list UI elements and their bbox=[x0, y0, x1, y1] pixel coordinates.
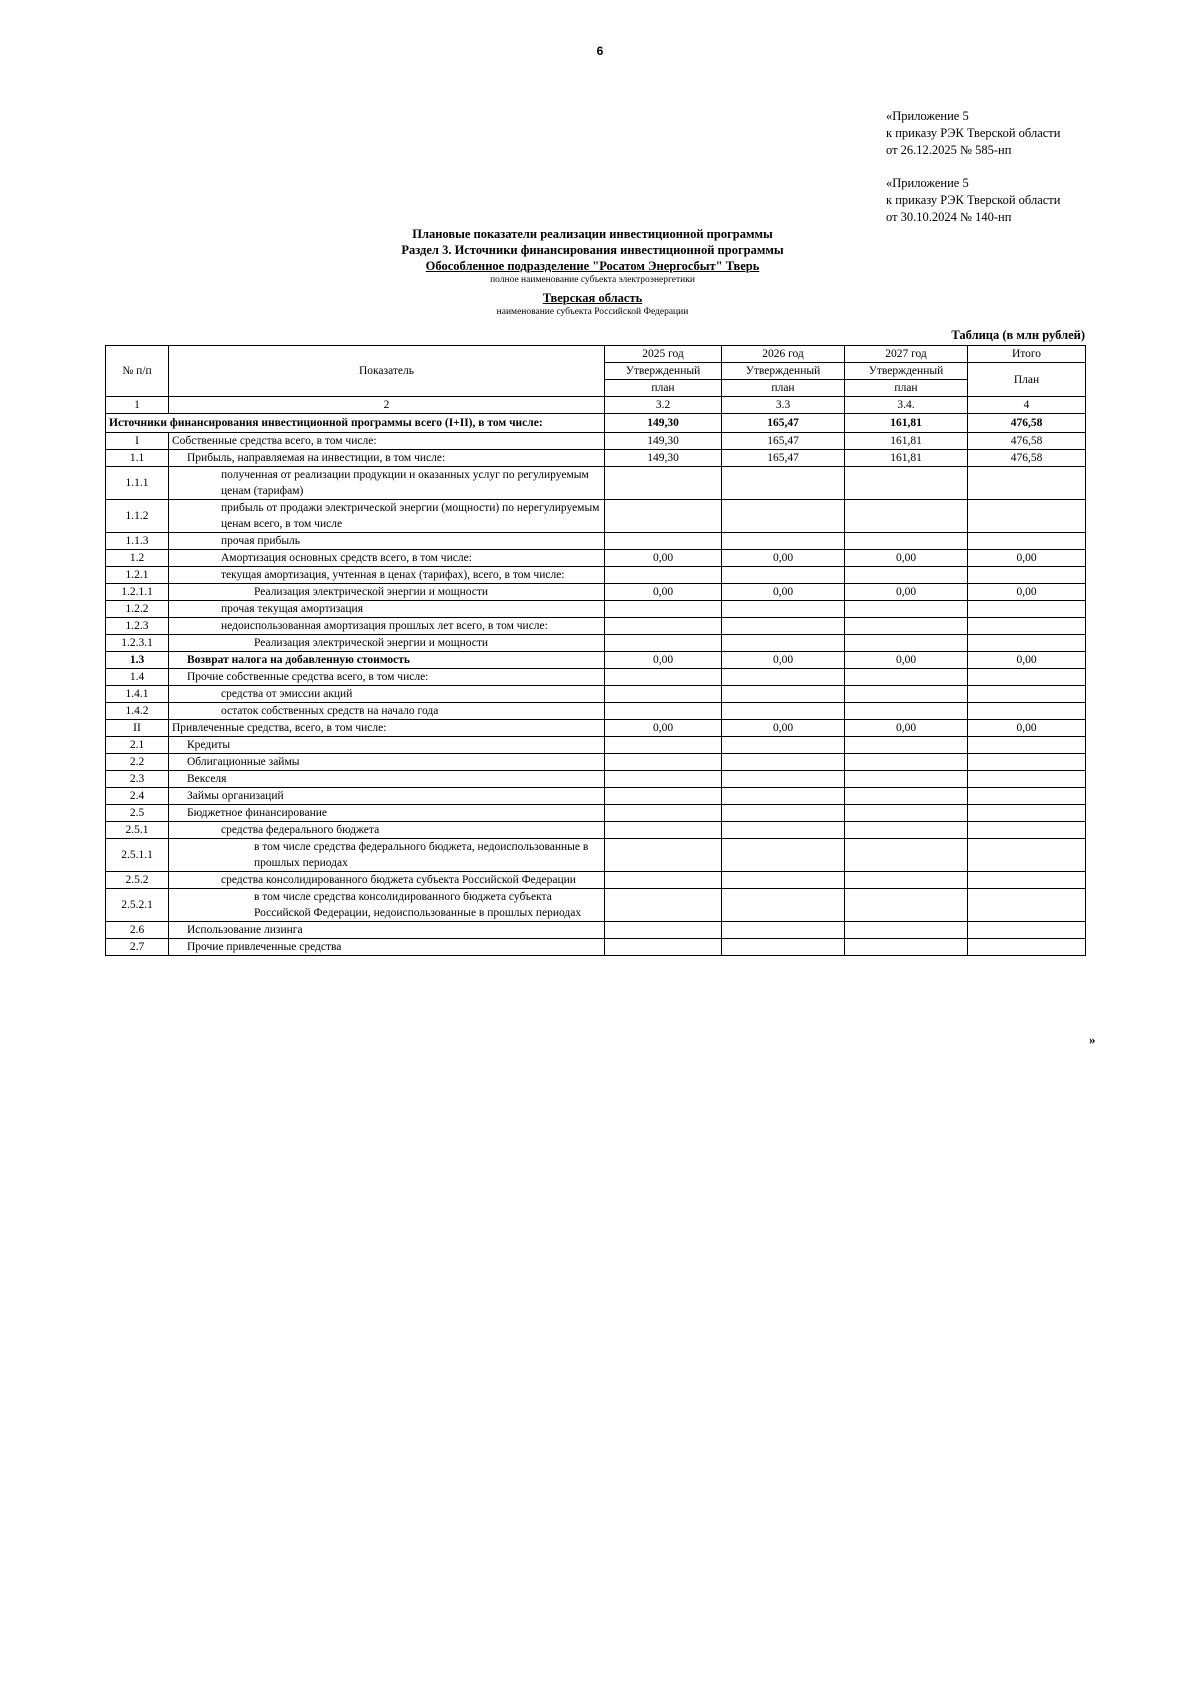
col-number-3: 3.2 bbox=[605, 397, 722, 414]
header-indicator: Показатель bbox=[169, 346, 605, 397]
row-value-2026 bbox=[722, 703, 845, 720]
row-number: 2.5.2.1 bbox=[106, 889, 169, 922]
header-plan-1: план bbox=[605, 380, 722, 397]
row-value-total bbox=[968, 737, 1086, 754]
closing-quote: » bbox=[1089, 1032, 1096, 1047]
row-label: Собственные средства всего, в том числе: bbox=[169, 433, 605, 450]
row-value-2025 bbox=[605, 788, 722, 805]
row-number: 2.4 bbox=[106, 788, 169, 805]
row-value-total bbox=[968, 872, 1086, 889]
row-value-2027: 0,00 bbox=[845, 584, 968, 601]
row-value-2025 bbox=[605, 889, 722, 922]
heading-region: Тверская область bbox=[542, 291, 643, 305]
row-value-2027 bbox=[845, 771, 968, 788]
row-value-total bbox=[968, 635, 1086, 652]
row-value-2026 bbox=[722, 467, 845, 500]
row-value-2027 bbox=[845, 467, 968, 500]
row-value-total: 476,58 bbox=[968, 450, 1086, 467]
table-row bbox=[106, 754, 1086, 771]
header-approved-2: Утвержденный bbox=[722, 363, 845, 380]
total-row-label: Источники финансирования инвестиционной программы всего (I+II), в том числе: bbox=[106, 414, 605, 433]
row-label: Привлеченные средства, всего, в том числе: bbox=[169, 720, 605, 737]
row-value-2025 bbox=[605, 839, 722, 872]
table-row bbox=[106, 533, 1086, 550]
row-value-total bbox=[968, 703, 1086, 720]
row-label: в том числе средства консолидированного бюджета субъекта Российской Федерации, недоиспользованные в прошлых периодах bbox=[169, 889, 605, 922]
row-value-2025 bbox=[605, 771, 722, 788]
annex-date: от 26.12.2025 № 585-нп bbox=[886, 143, 1012, 157]
financing-table bbox=[105, 345, 1086, 956]
table-row bbox=[106, 805, 1086, 822]
row-value-2025 bbox=[605, 686, 722, 703]
table-row bbox=[106, 669, 1086, 686]
annex-reference-old bbox=[886, 175, 1060, 226]
table-row bbox=[106, 618, 1086, 635]
row-label: Прочие привлеченные средства bbox=[169, 939, 605, 956]
row-value-2027: 0,00 bbox=[845, 652, 968, 669]
row-label: полученная от реализации продукции и оказанных услуг по регулируемым ценам (тарифам) bbox=[169, 467, 605, 500]
table-row bbox=[106, 788, 1086, 805]
header-plan: План bbox=[968, 363, 1086, 397]
row-value-total: 476,58 bbox=[968, 433, 1086, 450]
row-value-2027 bbox=[845, 601, 968, 618]
row-label: Возврат налога на добавленную стоимость bbox=[169, 652, 605, 669]
document-heading bbox=[380, 226, 805, 318]
row-value-2026 bbox=[722, 771, 845, 788]
row-value-2025 bbox=[605, 737, 722, 754]
row-label: Прочие собственные средства всего, в том числе: bbox=[169, 669, 605, 686]
row-number: 2.5.1 bbox=[106, 822, 169, 839]
row-value-2027: 0,00 bbox=[845, 720, 968, 737]
row-label: остаток собственных средств на начало года bbox=[169, 703, 605, 720]
row-value-2026 bbox=[722, 686, 845, 703]
row-value-total bbox=[968, 669, 1086, 686]
row-value-2026: 165,47 bbox=[722, 433, 845, 450]
row-value-total bbox=[968, 686, 1086, 703]
row-number: 2.2 bbox=[106, 754, 169, 771]
row-value-2026 bbox=[722, 737, 845, 754]
row-number: 2.5.2 bbox=[106, 872, 169, 889]
row-value-2026: 0,00 bbox=[722, 550, 845, 567]
row-value-total bbox=[968, 922, 1086, 939]
heading-entity: Обособленное подразделение "Росатом Энергосбыт" Тверь bbox=[425, 259, 760, 273]
total-row-value-2027: 161,81 bbox=[845, 414, 968, 433]
row-number: 2.6 bbox=[106, 922, 169, 939]
annex-title: «Приложение 5 bbox=[886, 109, 969, 123]
heading-section: Раздел 3. Источники финансирования инвестиционной программы bbox=[401, 243, 784, 257]
total-row-value-2026: 165,47 bbox=[722, 414, 845, 433]
total-row-value-total: 476,58 bbox=[968, 414, 1086, 433]
row-value-total bbox=[968, 889, 1086, 922]
table-row bbox=[106, 720, 1086, 737]
row-number: 1.4.1 bbox=[106, 686, 169, 703]
row-value-2025 bbox=[605, 601, 722, 618]
row-value-2026 bbox=[722, 635, 845, 652]
row-value-2027 bbox=[845, 567, 968, 584]
row-label: Займы организаций bbox=[169, 788, 605, 805]
row-value-2025 bbox=[605, 500, 722, 533]
row-label: Использование лизинга bbox=[169, 922, 605, 939]
header-plan-2: план bbox=[722, 380, 845, 397]
row-value-2025 bbox=[605, 754, 722, 771]
row-value-2025 bbox=[605, 618, 722, 635]
row-number: 1.2.1.1 bbox=[106, 584, 169, 601]
row-value-2027: 161,81 bbox=[845, 450, 968, 467]
table-row bbox=[106, 822, 1086, 839]
row-number: 2.3 bbox=[106, 771, 169, 788]
row-value-2025 bbox=[605, 922, 722, 939]
table-row bbox=[106, 771, 1086, 788]
row-value-total bbox=[968, 754, 1086, 771]
row-value-2027 bbox=[845, 889, 968, 922]
row-number: 1.2 bbox=[106, 550, 169, 567]
table-row bbox=[106, 601, 1086, 618]
row-number: 1.4.2 bbox=[106, 703, 169, 720]
heading-title: Плановые показатели реализации инвестиционной программы bbox=[412, 227, 773, 241]
row-value-2026 bbox=[722, 822, 845, 839]
table-row bbox=[106, 584, 1086, 601]
row-value-total: 0,00 bbox=[968, 720, 1086, 737]
annex-order: к приказу РЭК Тверской области bbox=[886, 126, 1061, 140]
header-approved-1: Утвержденный bbox=[605, 363, 722, 380]
row-value-2025: 0,00 bbox=[605, 720, 722, 737]
table-row bbox=[106, 922, 1086, 939]
heading-entity-caption: полное наименование субъекта электроэнергетики bbox=[490, 275, 695, 285]
row-value-total bbox=[968, 500, 1086, 533]
row-value-2027 bbox=[845, 737, 968, 754]
row-label: Векселя bbox=[169, 771, 605, 788]
row-label: средства консолидированного бюджета субъекта Российской Федерации bbox=[169, 872, 605, 889]
row-label: прибыль от продажи электрической энергии (мощности) по нерегулируемым ценам всего, в том числе bbox=[169, 500, 605, 533]
row-value-2025 bbox=[605, 805, 722, 822]
table-row bbox=[106, 889, 1086, 922]
row-value-2027 bbox=[845, 788, 968, 805]
row-value-2026: 0,00 bbox=[722, 720, 845, 737]
annex-order: к приказу РЭК Тверской области bbox=[886, 193, 1061, 207]
row-value-2027 bbox=[845, 822, 968, 839]
total-row bbox=[106, 414, 1086, 433]
table-row bbox=[106, 567, 1086, 584]
row-value-total: 0,00 bbox=[968, 652, 1086, 669]
row-label: Реализация электрической энергии и мощности bbox=[169, 635, 605, 652]
row-value-2026 bbox=[722, 669, 845, 686]
row-number: 2.1 bbox=[106, 737, 169, 754]
row-value-2027 bbox=[845, 618, 968, 635]
row-value-2025: 0,00 bbox=[605, 550, 722, 567]
header-num: № п/п bbox=[106, 346, 169, 397]
row-value-2025 bbox=[605, 872, 722, 889]
row-number: 2.5 bbox=[106, 805, 169, 822]
table-row bbox=[106, 467, 1086, 500]
row-label: Бюджетное финансирование bbox=[169, 805, 605, 822]
row-number: 1.2.3.1 bbox=[106, 635, 169, 652]
row-number: II bbox=[106, 720, 169, 737]
row-value-total bbox=[968, 533, 1086, 550]
row-value-2027: 0,00 bbox=[845, 550, 968, 567]
row-value-2026: 165,47 bbox=[722, 450, 845, 467]
heading-region-caption: наименование субъекта Российской Федерации bbox=[496, 307, 689, 317]
row-value-total bbox=[968, 771, 1086, 788]
row-value-2025 bbox=[605, 533, 722, 550]
header-year-3: 2027 год bbox=[845, 346, 968, 363]
row-value-2027 bbox=[845, 500, 968, 533]
table-row bbox=[106, 686, 1086, 703]
row-value-2027: 161,81 bbox=[845, 433, 968, 450]
row-value-2026 bbox=[722, 601, 845, 618]
row-number: 2.7 bbox=[106, 939, 169, 956]
row-value-2025 bbox=[605, 467, 722, 500]
col-number-1: 1 bbox=[106, 397, 169, 414]
table-row bbox=[106, 872, 1086, 889]
row-value-2025 bbox=[605, 939, 722, 956]
table-row bbox=[106, 433, 1086, 450]
col-number-6: 4 bbox=[968, 397, 1086, 414]
row-value-2025: 0,00 bbox=[605, 584, 722, 601]
row-number: 1.1 bbox=[106, 450, 169, 467]
row-value-2026 bbox=[722, 788, 845, 805]
table-row bbox=[106, 450, 1086, 467]
row-number: 1.1.1 bbox=[106, 467, 169, 500]
row-label: в том числе средства федерального бюджета, недоиспользованные в прошлых периодах bbox=[169, 839, 605, 872]
row-number: 2.5.1.1 bbox=[106, 839, 169, 872]
row-label: Облигационные займы bbox=[169, 754, 605, 771]
table-row bbox=[106, 939, 1086, 956]
row-value-2027 bbox=[845, 939, 968, 956]
row-value-2025 bbox=[605, 635, 722, 652]
row-value-2025 bbox=[605, 567, 722, 584]
annex-date: от 30.10.2024 № 140-нп bbox=[886, 210, 1012, 224]
row-value-2027 bbox=[845, 533, 968, 550]
table-row bbox=[106, 500, 1086, 533]
row-label: прочая текущая амортизация bbox=[169, 601, 605, 618]
row-label: Прибыль, направляемая на инвестиции, в том числе: bbox=[169, 450, 605, 467]
row-value-total bbox=[968, 618, 1086, 635]
table-row bbox=[106, 635, 1086, 652]
row-value-2026 bbox=[722, 922, 845, 939]
header-row-years bbox=[106, 346, 1086, 363]
row-label: средства от эмиссии акций bbox=[169, 686, 605, 703]
header-year-2: 2026 год bbox=[722, 346, 845, 363]
row-value-2026: 0,00 bbox=[722, 584, 845, 601]
row-value-total bbox=[968, 939, 1086, 956]
row-value-2026 bbox=[722, 889, 845, 922]
row-value-total: 0,00 bbox=[968, 550, 1086, 567]
row-value-total bbox=[968, 822, 1086, 839]
row-value-2026 bbox=[722, 839, 845, 872]
row-value-2025 bbox=[605, 703, 722, 720]
col-number-4: 3.3 bbox=[722, 397, 845, 414]
header-year-1: 2025 год bbox=[605, 346, 722, 363]
row-value-2026 bbox=[722, 533, 845, 550]
row-number: 1.2.1 bbox=[106, 567, 169, 584]
annex-reference-new bbox=[886, 108, 1060, 159]
row-number: 1.3 bbox=[106, 652, 169, 669]
row-value-2027 bbox=[845, 805, 968, 822]
header-total: Итого bbox=[968, 346, 1086, 363]
col-number-2: 2 bbox=[169, 397, 605, 414]
units-note: Таблица (в млн рублей) bbox=[951, 328, 1085, 342]
row-value-2027 bbox=[845, 839, 968, 872]
row-label: Кредиты bbox=[169, 737, 605, 754]
table-row bbox=[106, 652, 1086, 669]
row-value-2025 bbox=[605, 669, 722, 686]
row-number: 1.4 bbox=[106, 669, 169, 686]
row-number: 1.1.2 bbox=[106, 500, 169, 533]
row-value-2026 bbox=[722, 754, 845, 771]
table-row bbox=[106, 550, 1086, 567]
row-label: прочая прибыль bbox=[169, 533, 605, 550]
row-value-2027 bbox=[845, 669, 968, 686]
row-label: текущая амортизация, учтенная в ценах (тарифах), всего, в том числе: bbox=[169, 567, 605, 584]
row-value-2026 bbox=[722, 939, 845, 956]
row-value-2027 bbox=[845, 703, 968, 720]
row-value-total bbox=[968, 805, 1086, 822]
row-value-total bbox=[968, 601, 1086, 618]
row-number: 1.1.3 bbox=[106, 533, 169, 550]
row-value-2026 bbox=[722, 872, 845, 889]
row-value-2026 bbox=[722, 805, 845, 822]
row-value-2027 bbox=[845, 635, 968, 652]
row-value-2027 bbox=[845, 922, 968, 939]
row-number: 1.2.3 bbox=[106, 618, 169, 635]
row-value-total bbox=[968, 467, 1086, 500]
row-label: Амортизация основных средств всего, в том числе: bbox=[169, 550, 605, 567]
column-number-row bbox=[106, 397, 1086, 414]
page-number: 6 bbox=[596, 44, 604, 58]
row-value-2026: 0,00 bbox=[722, 652, 845, 669]
header-approved-3: Утвержденный bbox=[845, 363, 968, 380]
row-value-total bbox=[968, 839, 1086, 872]
row-value-2026 bbox=[722, 500, 845, 533]
table-row bbox=[106, 839, 1086, 872]
annex-title: «Приложение 5 bbox=[886, 176, 969, 190]
row-label: средства федерального бюджета bbox=[169, 822, 605, 839]
table-row bbox=[106, 703, 1086, 720]
row-value-2027 bbox=[845, 754, 968, 771]
total-row-value-2025: 149,30 bbox=[605, 414, 722, 433]
row-value-total bbox=[968, 788, 1086, 805]
row-value-2025: 149,30 bbox=[605, 433, 722, 450]
row-label: недоиспользованная амортизация прошлых лет всего, в том числе: bbox=[169, 618, 605, 635]
row-number: I bbox=[106, 433, 169, 450]
row-value-2025: 149,30 bbox=[605, 450, 722, 467]
row-value-2026 bbox=[722, 567, 845, 584]
table-row bbox=[106, 737, 1086, 754]
row-number: 1.2.2 bbox=[106, 601, 169, 618]
row-value-2027 bbox=[845, 686, 968, 703]
row-value-2025 bbox=[605, 822, 722, 839]
header-plan-3: план bbox=[845, 380, 968, 397]
row-value-2026 bbox=[722, 618, 845, 635]
row-value-total bbox=[968, 567, 1086, 584]
row-value-total: 0,00 bbox=[968, 584, 1086, 601]
row-label: Реализация электрической энергии и мощности bbox=[169, 584, 605, 601]
col-number-5: 3.4. bbox=[845, 397, 968, 414]
row-value-2025: 0,00 bbox=[605, 652, 722, 669]
row-value-2027 bbox=[845, 872, 968, 889]
